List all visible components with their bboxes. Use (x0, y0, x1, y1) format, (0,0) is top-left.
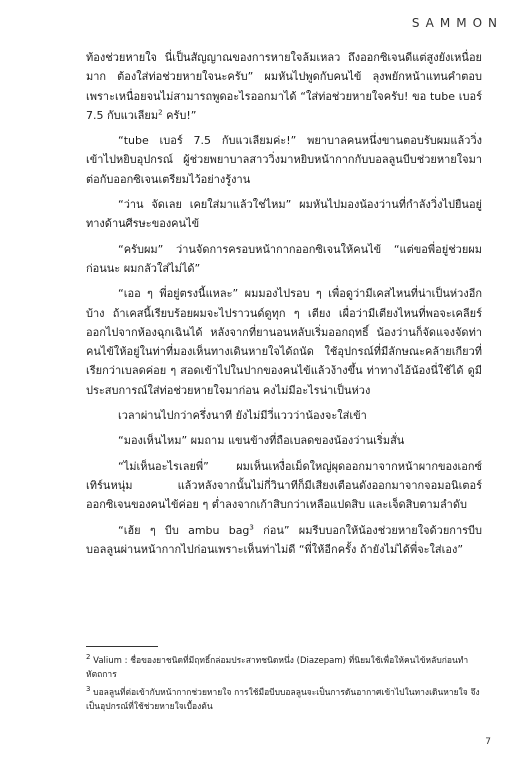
paragraph: “ว่าน จัดเลย เคยใส่มาแล้วใช่ไหม” ผมหันไปมองน้องว่านที่กำลังวิ่งไปยืนอยู่ทางด้านศีรษะของคนไข้ (86, 198, 482, 231)
footnote-marker: 2 (158, 108, 163, 117)
body-text (86, 48, 482, 559)
paragraph: “เออ ๆ พี่อยู่ตรงนี้แหละ” ผมมองไปรอบ ๆ เพื่อดูว่ามีเคสไหนที่น่าเป็นห่วงอีกบ้าง ถ้าเคสนี้เรียบร้อยผมจะไปราวนด์ดูทุก ๆ เตียง เผื่อว่ามีเตียงไหนที่พอจะเคลียร์ออกไปจากห้องฉุกเฉินได้ หลังจากที่ยานอนหลับเริ่มออกฤทธิ์ น้องว่านก็จัดแจงจัดท่าคนไข้ให้อยู่ในท่าที่มองเห็นทางเดินหายใจได้ถนัด ใช้อุปกรณ์ที่มีลักษณะคล้ายเกียวที่เรียกว่าเบลดค่อย ๆ สอดเข้าไปในปากของคนไข้แล้วง้างขึ้น ท่าทางไอ้น้องนี่ใช้ได้ ดูมีประสบการณ์ใส่ท่อช่วยหายใจมาก่อน คงไม่มีอะไรน่าเป็นห่วง (86, 287, 482, 397)
running-header: SAMMON (411, 16, 503, 30)
paragraph: “ไม่เห็นอะไรเลยพี่” ผมเห็นเหงื่อเม็ดใหญ่ผุดออกมาจากหน้าผากของเอกซ์เทิร์นหนุ่ม แล้วหลังจากนั้นไม่กี่วินาทีก็มีเสียงเตือนดังออกมาจากจอมอนิเตอร์ ออกซิเจนของคนไข้ค่อย ๆ ต่ำลงจากเก้าสิบกว่าเหลือแปดสิบ และเจ็ดสิบตามลำดับ (86, 459, 482, 512)
paragraph: “มองเห็นไหม” ผมถาม แขนข้างที่ถือเบลดของน้องว่านเริ่มสั่น (118, 434, 405, 448)
paragraph: “tube เบอร์ 7.5 กับแวเลียมค่ะ!” พยาบาลคนหนึ่งขานตอบรับผมแล้ววิ่งเข้าไปหยิบอุปกรณ์ ผู้ช่วยพยาบาลสาววิ่งมาหยิบหน้ากากกับบอลลูนบีบช่วยหายใจมาต่อกับออกซิเจนเตรียมไว้อย่างรู้งาน (86, 134, 482, 186)
paragraph: “เฮ้ย ๆ บีบ ambu bag$^3$ ก่อน” ผมรีบบอกให้น้องช่วยหายใจด้วยการบีบ บอลลูนผ่านหน้ากากไปก่อนเพราะเห็นท่าไม่ดี “พี่ให้อีกครั้ง ถ้ายังไม่ได้พี่จะใส่เอง” (86, 522, 482, 556)
footnotes (86, 654, 486, 718)
footnote-marker: 3 (249, 522, 254, 531)
footnote-divider (86, 646, 158, 647)
paragraph: “ครับผม” ว่านจัดการครอบหน้ากากออกซิเจนให้คนไข้ “แต่ขอพี่อยู่ช่วยผมก่อนนะ ผมกลัวใส่ไม่ได้” (86, 242, 482, 275)
paragraph: เวลาผ่านไปกว่าครึ่งนาที ยังไม่มีวี่แววว่าน้องจะใส่เข้า (118, 409, 367, 423)
footnote: $^2$ Valium : ชื่อของยาชนิดที่มีฤทธิ์กล่อมประสาทชนิดหนึ่ง (Diazepam) ที่นิยมใช้เพื่อให้คนไข้หลับก่อนทำหัตถการ (86, 653, 469, 680)
page-number: 7 (485, 737, 491, 747)
paragraph: ท้องช่วยหายใจ นี่เป็นสัญญาณของการหายใจล้มเหลว ถึงออกซิเจนดีแต่สูงยังเหนื่อยมาก ต้องใส่ท่อช่วยหายใจนะครับ” ผมหันไปพูดกับคนไข้ ลุงพยักหน้าแทนคำตอบเพราะเหนื่อยจนไม่สามารถพูดอะไรออกมาได้ “ใส่ท่อช่วยหายใจครับ! ขอ tube เบอร์ 7.5 กับแวเลียม$^2$ ครับ!” (86, 51, 482, 122)
footnote: $^3$ บอลลูนที่ต่อเข้ากับหน้ากากช่วยหายใจ การใช้มือบีบบอลลูนจะเป็นการดันอากาศเข้าไปในทางเดินหายใจ จึงเป็นอุปกรณ์ที่ใช้ช่วยหายใจเบื้องต้น (86, 685, 480, 712)
